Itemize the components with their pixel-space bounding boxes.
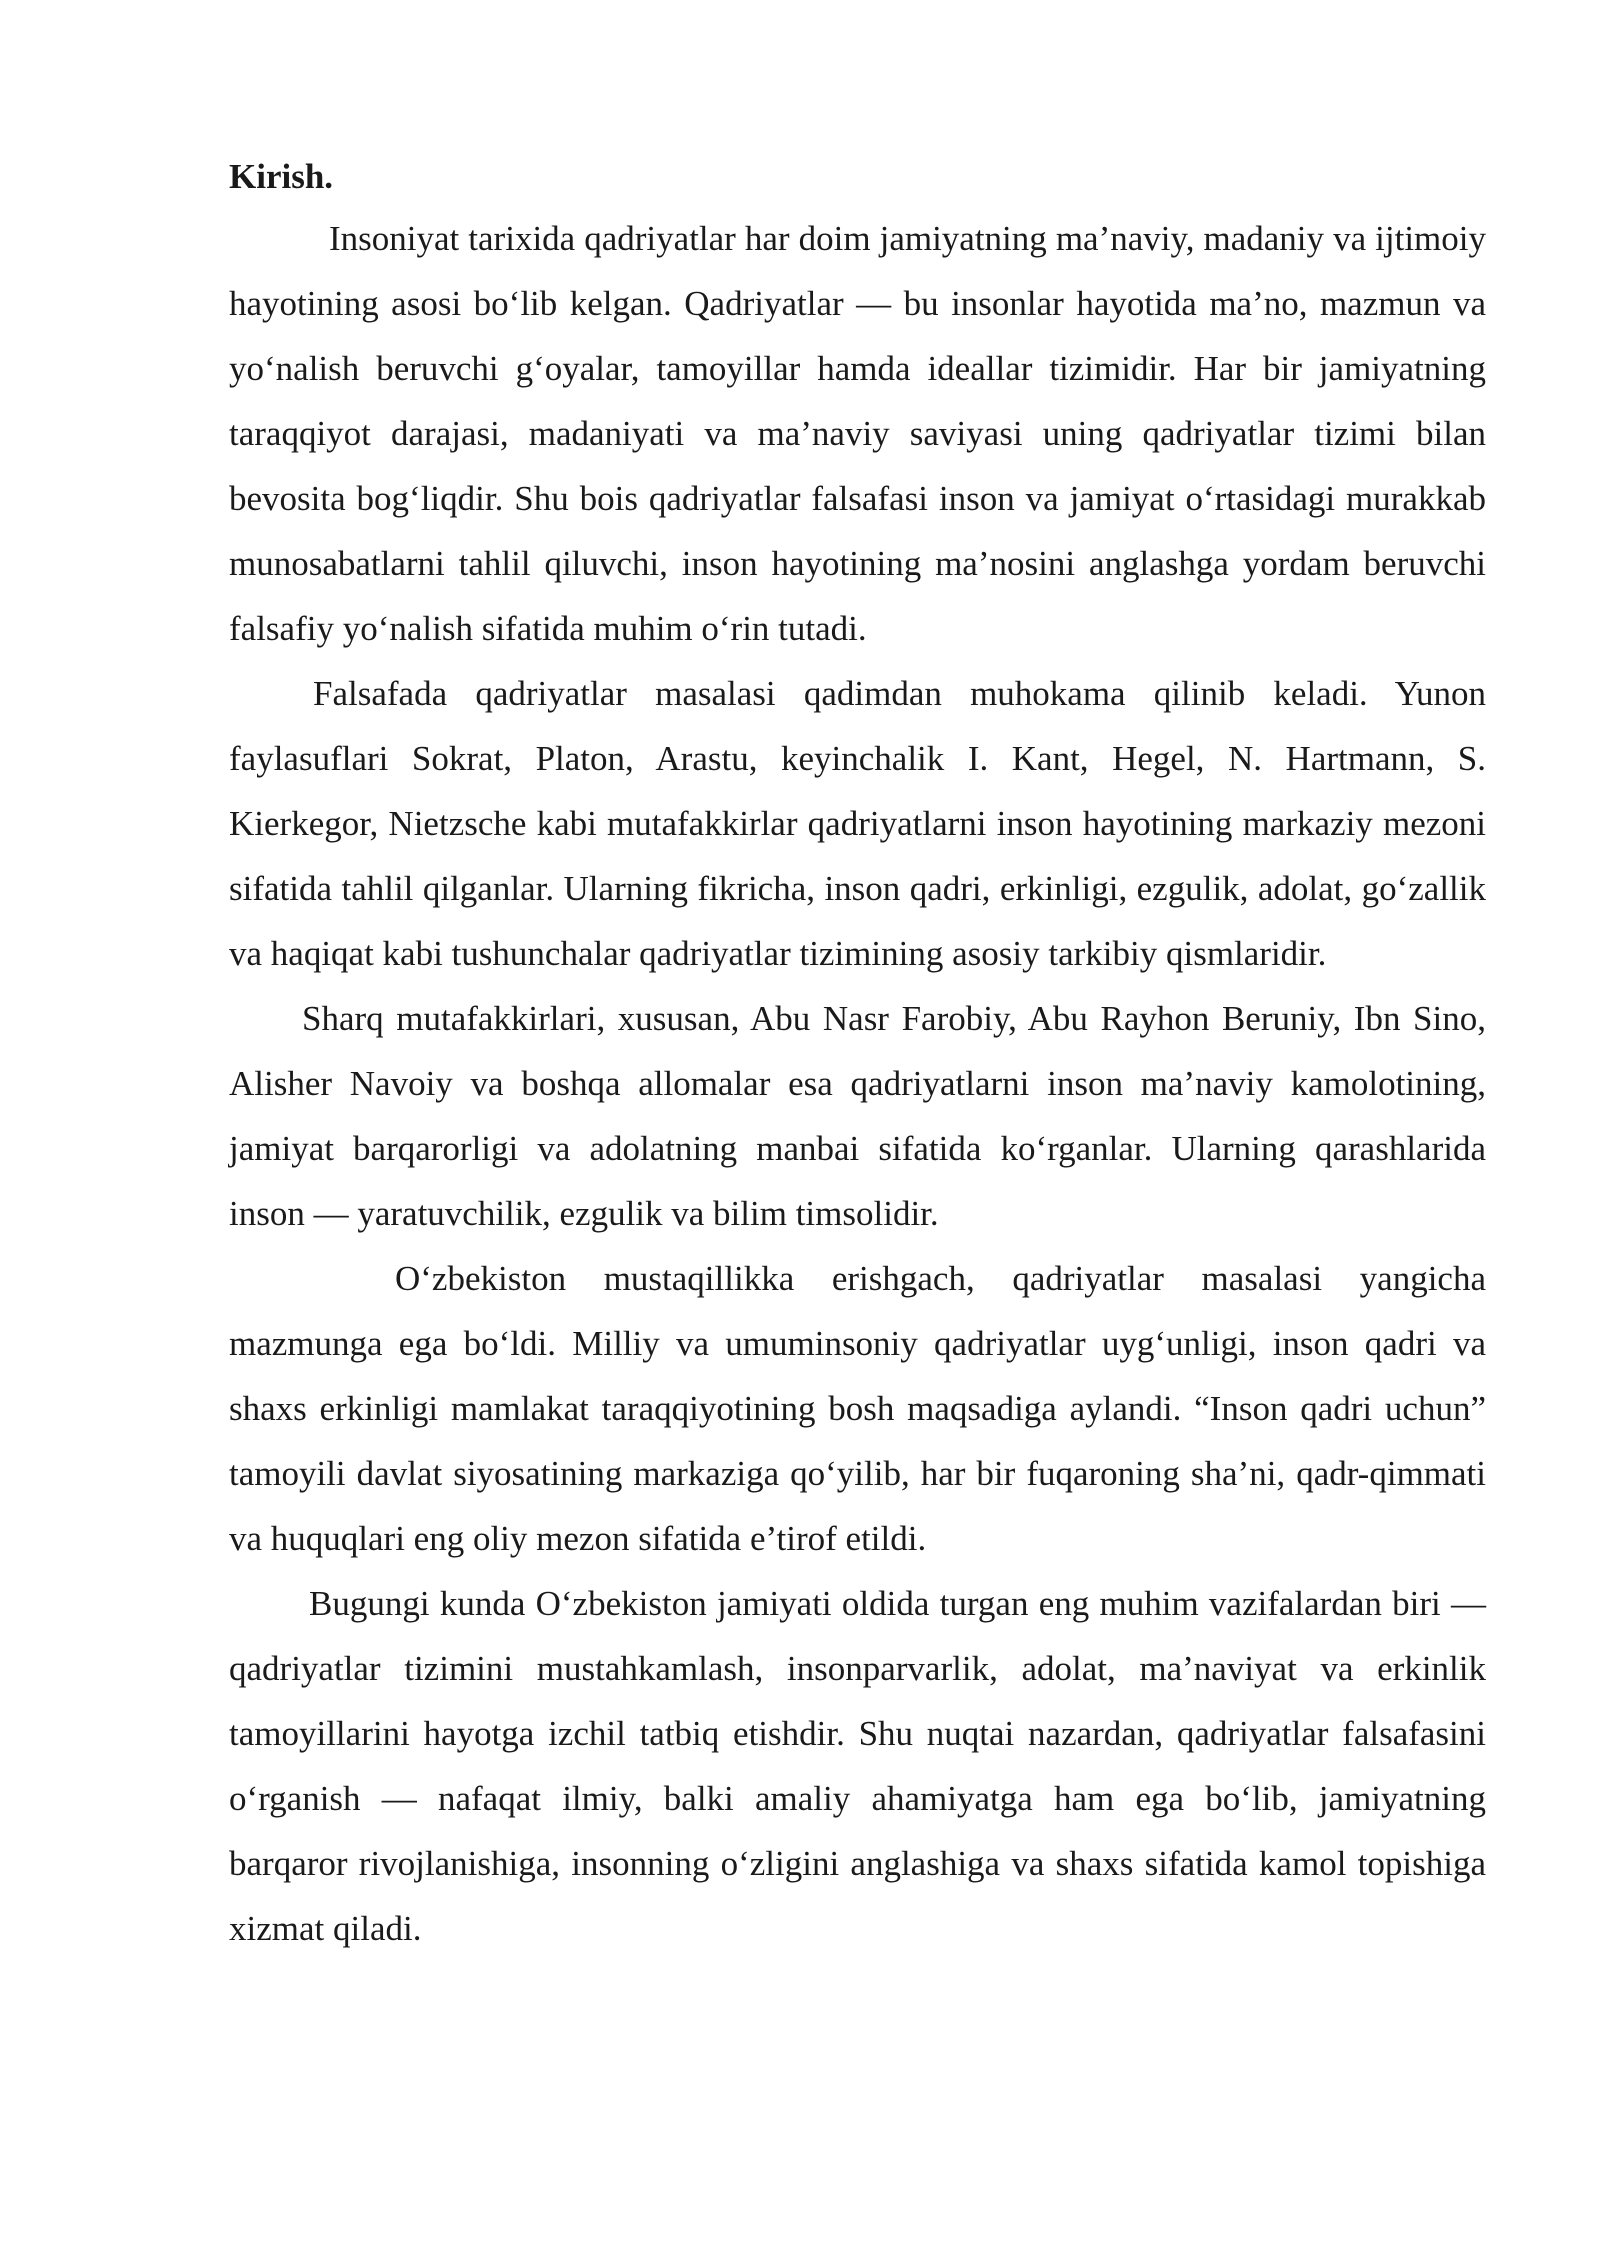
- paragraph-4: O‘zbekiston mustaqillikka erishgach, qadriyatlar masalasi yangicha mazmunga ega bo‘ldi. Milliy va umuminsoniy qadriyatlar uyg‘unligi, inson qadri va shaxs erkinligi mamlakat taraqqiyotining bosh maqsadiga aylandi. “Inson qadri uchun” tamoyili davlat siyosatining markaziga qo‘yilib, har bir fuqaroning sha’ni, qadr-qimmati va huquqlari eng oliy mezon sifatida e’tirof etildi.: [229, 1259, 1486, 1558]
- paragraph-1: Insoniyat tarixida qadriyatlar har doim jamiyatning ma’naviy, madaniy va ijtimoiy hayotining asosi bo‘lib kelgan. Qadriyatlar — bu insonlar hayotida ma’no, mazmun va yo‘nalish beruvchi g‘oyalar, tamoyillar hamda ideallar tizimidir. Har bir jamiyatning taraqqiyot darajasi, madaniyati va ma’naviy saviyasi uning qadriyatlar tizimi bilan bevosita bog‘liqdir. Shu bois qadriyatlar falsafasi inson va jamiyat o‘rtasidagi murakkab munosabatlarni tahlil qiluvchi, inson hayotining ma’nosini anglashga yordam beruvchi falsafiy yo‘nalish sifatida muhim o‘rin tutadi.: [229, 219, 1486, 648]
- document-body: [229, 148, 1486, 1961]
- paragraph-5: Bugungi kunda O‘zbekiston jamiyati oldida turgan eng muhim vazifalardan biri — qadriyatlar tizimini mustahkamlash, insonparvarlik, adolat, ma’naviyat va erkinlik tamoyillarini hayotga izchil tatbiq etishdir. Shu nuqtai nazardan, qadriyatlar falsafasini o‘rganish — nafaqat ilmiy, balki amaliy ahamiyatga ham ega bo‘lib, jamiyatning barqaror rivojlanishiga, insonning o‘zligini anglashiga va shaxs sifatida kamol topishiga xizmat qiladi.: [229, 1584, 1486, 1948]
- paragraph-3: Sharq mutafakkirlari, xususan, Abu Nasr Farobiy, Abu Rayhon Beruniy, Ibn Sino, Alisher Navoiy va boshqa allomalar esa qadriyatlarni inson ma’naviy kamolotining, jamiyat barqarorligi va adolatning manbai sifatida ko‘rganlar. Ularning qarashlarida inson — yaratuvchilik, ezgulik va bilim timsolidir.: [229, 999, 1486, 1233]
- paragraph-2: Falsafada qadriyatlar masalasi qadimdan muhokama qilinib keladi. Yunon faylasuflari Sokrat, Platon, Arastu, keyinchalik I. Kant, Hegel, N. Hartmann, S. Kierkegor, Nietzsche kabi mutafakkirlar qadriyatlarni inson hayotining markaziy mezoni sifatida tahlil qilganlar. Ularning fikricha, inson qadri, erkinligi, ezgulik, adolat, go‘zallik va haqiqat kabi tushunchalar qadriyatlar tizimining asosiy tarkibiy qismlaridir.: [229, 674, 1486, 973]
- section-heading: Kirish.: [229, 157, 334, 196]
